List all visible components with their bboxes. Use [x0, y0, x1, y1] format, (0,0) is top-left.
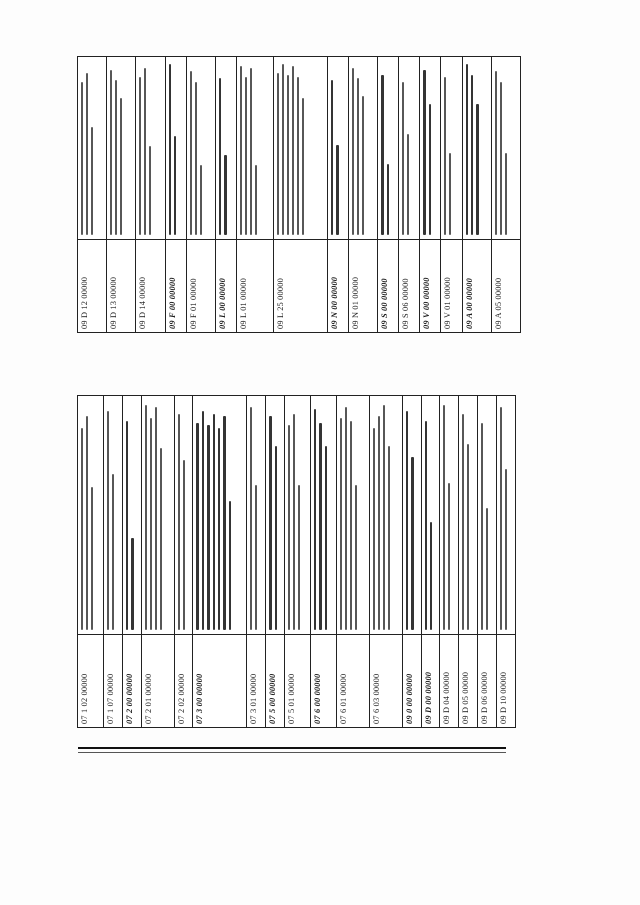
- text-line-placeholder: [411, 458, 413, 631]
- table-row: [463, 57, 492, 332]
- text-line-placeholder: [131, 538, 133, 630]
- table-row: [403, 396, 422, 727]
- table-row: [370, 396, 403, 727]
- text-line-placeholder: [160, 448, 162, 630]
- text-line-placeholder: [255, 485, 257, 630]
- text-line-placeholder: [110, 70, 112, 235]
- text-line-placeholder: [145, 405, 147, 630]
- table-row: [123, 396, 142, 727]
- text-line-placeholder: [112, 474, 114, 630]
- budget-code-cell: 07 2 01 00000: [142, 634, 174, 727]
- text-line-placeholder: [500, 407, 502, 630]
- description-cell: [403, 396, 421, 634]
- text-line-placeholder: [406, 412, 408, 631]
- table-row: [349, 57, 378, 332]
- text-line-placeholder: [288, 425, 290, 630]
- text-line-placeholder: [245, 77, 247, 235]
- description-cell: [216, 57, 236, 239]
- text-line-placeholder: [250, 68, 252, 235]
- budget-code-cell: 07 1 07 00000: [104, 634, 122, 727]
- table-row: [107, 57, 136, 332]
- budget-code-cell: 09 A 05 00000: [492, 239, 520, 332]
- text-line-placeholder: [355, 485, 357, 630]
- description-cell: [378, 57, 398, 239]
- table-row: [78, 396, 104, 727]
- text-line-placeholder: [425, 421, 427, 630]
- text-line-placeholder: [387, 164, 389, 235]
- text-line-placeholder: [319, 423, 321, 630]
- text-line-placeholder: [476, 105, 478, 236]
- description-cell: [123, 396, 141, 634]
- description-cell: [492, 57, 520, 239]
- budget-code-cell: 07 5 00 00000: [266, 634, 284, 727]
- text-line-placeholder: [213, 414, 215, 630]
- description-cell: [107, 57, 135, 239]
- text-line-placeholder: [302, 98, 304, 235]
- text-line-placeholder: [139, 77, 141, 235]
- text-line-placeholder: [255, 165, 257, 235]
- budget-code-cell: 07 6 00 00000: [311, 634, 336, 727]
- text-line-placeholder: [402, 82, 404, 235]
- table-row: [247, 396, 266, 727]
- description-cell: [328, 57, 348, 239]
- text-line-placeholder: [444, 77, 446, 235]
- description-cell: [78, 57, 106, 239]
- description-cell: [104, 396, 122, 634]
- budget-code-cell: 09 S 00 00000: [378, 239, 398, 332]
- text-line-placeholder: [449, 153, 451, 235]
- text-line-placeholder: [269, 416, 271, 630]
- text-line-placeholder: [471, 75, 473, 235]
- text-line-placeholder: [275, 446, 277, 630]
- text-line-placeholder: [298, 485, 300, 630]
- text-line-placeholder: [240, 66, 242, 235]
- text-line-placeholder: [467, 444, 469, 630]
- description-cell: [440, 396, 458, 634]
- text-line-placeholder: [486, 508, 488, 630]
- text-line-placeholder: [373, 428, 375, 630]
- text-line-placeholder: [430, 522, 432, 630]
- text-line-placeholder: [292, 66, 294, 235]
- description-cell: [399, 57, 419, 239]
- text-line-placeholder: [331, 80, 333, 235]
- description-cell: [349, 57, 377, 239]
- text-line-placeholder: [150, 418, 152, 630]
- text-line-placeholder: [429, 105, 431, 236]
- table-row: [378, 57, 399, 332]
- table-row: [142, 396, 175, 727]
- table-row: [175, 396, 194, 727]
- text-line-placeholder: [325, 446, 327, 630]
- budget-code-cell: 09 0 00 00000: [403, 634, 421, 727]
- text-line-placeholder: [120, 98, 122, 235]
- budget-code-cell: 09 D 05 00000: [459, 634, 477, 727]
- text-line-placeholder: [505, 469, 507, 630]
- text-line-placeholder: [495, 71, 497, 235]
- table-row: [440, 396, 459, 727]
- text-line-placeholder: [223, 416, 225, 630]
- description-cell: [422, 396, 440, 634]
- description-cell: [166, 57, 186, 239]
- budget-code-cell: 09 L 00 00000: [216, 239, 236, 332]
- description-cell: [237, 57, 273, 239]
- table-row: [216, 57, 237, 332]
- budget-code-cell: 09 L 25 00000: [274, 239, 327, 332]
- text-line-placeholder: [190, 71, 192, 235]
- text-line-placeholder: [388, 446, 390, 630]
- text-line-placeholder: [81, 82, 83, 235]
- text-line-placeholder: [115, 80, 117, 235]
- table-row: [420, 57, 441, 332]
- description-cell: [136, 57, 164, 239]
- text-line-placeholder: [293, 414, 295, 630]
- description-cell: [187, 57, 215, 239]
- text-line-placeholder: [219, 78, 221, 235]
- text-line-placeholder: [383, 405, 385, 630]
- text-line-placeholder: [229, 501, 231, 630]
- text-line-placeholder: [195, 82, 197, 235]
- table-row: [266, 396, 285, 727]
- text-line-placeholder: [224, 155, 226, 235]
- budget-code-cell: 09 S 06 00000: [399, 239, 419, 332]
- text-line-placeholder: [86, 416, 88, 630]
- text-line-placeholder: [466, 64, 468, 235]
- budget-code-cell: 09 V 01 00000: [441, 239, 461, 332]
- table-row: [78, 57, 107, 332]
- text-line-placeholder: [481, 423, 483, 630]
- budget-code-cell: 09 F 00 00000: [166, 239, 186, 332]
- description-cell: [311, 396, 336, 634]
- text-line-placeholder: [200, 165, 202, 235]
- budget-code-cell: 09 A 00 00000: [463, 239, 491, 332]
- budget-code-cell: 09 L 01 00000: [237, 239, 273, 332]
- budget-code-cell: 09 D 14 00000: [136, 239, 164, 332]
- table-row: [478, 396, 497, 727]
- description-cell: [459, 396, 477, 634]
- budget-code-cell: 09 D 04 00000: [440, 634, 458, 727]
- text-line-placeholder: [350, 421, 352, 630]
- text-line-placeholder: [362, 96, 364, 235]
- text-line-placeholder: [287, 75, 289, 235]
- description-cell: [78, 396, 103, 634]
- description-cell: [463, 57, 491, 239]
- table-row: [136, 57, 165, 332]
- text-line-placeholder: [297, 77, 299, 235]
- text-line-placeholder: [196, 423, 198, 630]
- right-budget-table: [77, 56, 521, 333]
- budget-code-cell: 07 5 01 00000: [285, 634, 310, 727]
- text-line-placeholder: [357, 78, 359, 235]
- text-line-placeholder: [250, 407, 252, 630]
- description-cell: [478, 396, 496, 634]
- budget-code-cell: 09 D 12 00000: [78, 239, 106, 332]
- budget-code-cell: 07 2 02 00000: [175, 634, 193, 727]
- budget-code-cell: 09 D 06 00000: [478, 634, 496, 727]
- page-divider-line-thin: [78, 752, 506, 753]
- budget-code-cell: 07 3 00 00000: [193, 634, 246, 727]
- budget-code-cell: 07 2 00 00000: [123, 634, 141, 727]
- text-line-placeholder: [207, 425, 209, 630]
- text-line-placeholder: [448, 483, 450, 630]
- description-cell: [497, 396, 515, 634]
- text-line-placeholder: [314, 409, 316, 630]
- text-line-placeholder: [407, 134, 409, 235]
- text-line-placeholder: [500, 82, 502, 235]
- table-row: [492, 57, 520, 332]
- text-line-placeholder: [155, 407, 157, 630]
- text-line-placeholder: [505, 153, 507, 235]
- text-line-placeholder: [282, 64, 284, 235]
- text-line-placeholder: [340, 418, 342, 630]
- table-row: [422, 396, 441, 727]
- description-cell: [420, 57, 440, 239]
- text-line-placeholder: [91, 487, 93, 630]
- table-row: [166, 57, 187, 332]
- description-cell: [193, 396, 246, 634]
- text-line-placeholder: [144, 68, 146, 235]
- description-cell: [370, 396, 402, 634]
- left-budget-table: [77, 395, 516, 728]
- text-line-placeholder: [443, 405, 445, 630]
- text-line-placeholder: [169, 64, 171, 235]
- table-row: [459, 396, 478, 727]
- budget-code-cell: 09 V 00 00000: [420, 239, 440, 332]
- text-line-placeholder: [91, 127, 93, 235]
- budget-code-cell: 09 D 10 00000: [497, 634, 515, 727]
- description-cell: [266, 396, 284, 634]
- description-cell: [285, 396, 310, 634]
- text-line-placeholder: [218, 428, 220, 630]
- table-row: [337, 396, 370, 727]
- text-line-placeholder: [336, 145, 338, 235]
- table-row: [441, 57, 462, 332]
- text-line-placeholder: [277, 73, 279, 235]
- description-cell: [247, 396, 265, 634]
- table-row: [399, 57, 420, 332]
- table-row: [285, 396, 311, 727]
- budget-code-cell: 09 N 00 00000: [328, 239, 348, 332]
- description-cell: [337, 396, 369, 634]
- page-divider-line: [78, 747, 506, 749]
- text-line-placeholder: [126, 421, 128, 630]
- text-line-placeholder: [378, 416, 380, 630]
- budget-code-cell: 09 D 00 00000: [422, 634, 440, 727]
- text-line-placeholder: [423, 70, 425, 235]
- table-row: [193, 396, 247, 727]
- budget-code-cell: 07 1 02 00000: [78, 634, 103, 727]
- text-line-placeholder: [149, 146, 151, 235]
- text-line-placeholder: [345, 407, 347, 630]
- table-row: [104, 396, 123, 727]
- text-line-placeholder: [174, 136, 176, 235]
- table-row: [497, 396, 515, 727]
- description-cell: [142, 396, 174, 634]
- description-cell: [175, 396, 193, 634]
- table-row: [237, 57, 274, 332]
- table-row: [274, 57, 328, 332]
- text-line-placeholder: [202, 412, 204, 631]
- description-cell: [274, 57, 327, 239]
- text-line-placeholder: [352, 68, 354, 235]
- budget-code-cell: 09 N 01 00000: [349, 239, 377, 332]
- budget-code-cell: 07 3 01 00000: [247, 634, 265, 727]
- text-line-placeholder: [107, 412, 109, 631]
- table-row: [328, 57, 349, 332]
- text-line-placeholder: [381, 75, 383, 235]
- budget-code-cell: 07 6 03 00000: [370, 634, 402, 727]
- text-line-placeholder: [462, 414, 464, 630]
- budget-code-cell: 07 6 01 00000: [337, 634, 369, 727]
- table-row: [187, 57, 216, 332]
- text-line-placeholder: [86, 73, 88, 235]
- text-line-placeholder: [178, 414, 180, 630]
- text-line-placeholder: [81, 428, 83, 630]
- budget-code-cell: 09 F 01 00000: [187, 239, 215, 332]
- text-line-placeholder: [183, 460, 185, 630]
- table-row: [311, 396, 337, 727]
- budget-code-cell: 09 D 13 00000: [107, 239, 135, 332]
- description-cell: [441, 57, 461, 239]
